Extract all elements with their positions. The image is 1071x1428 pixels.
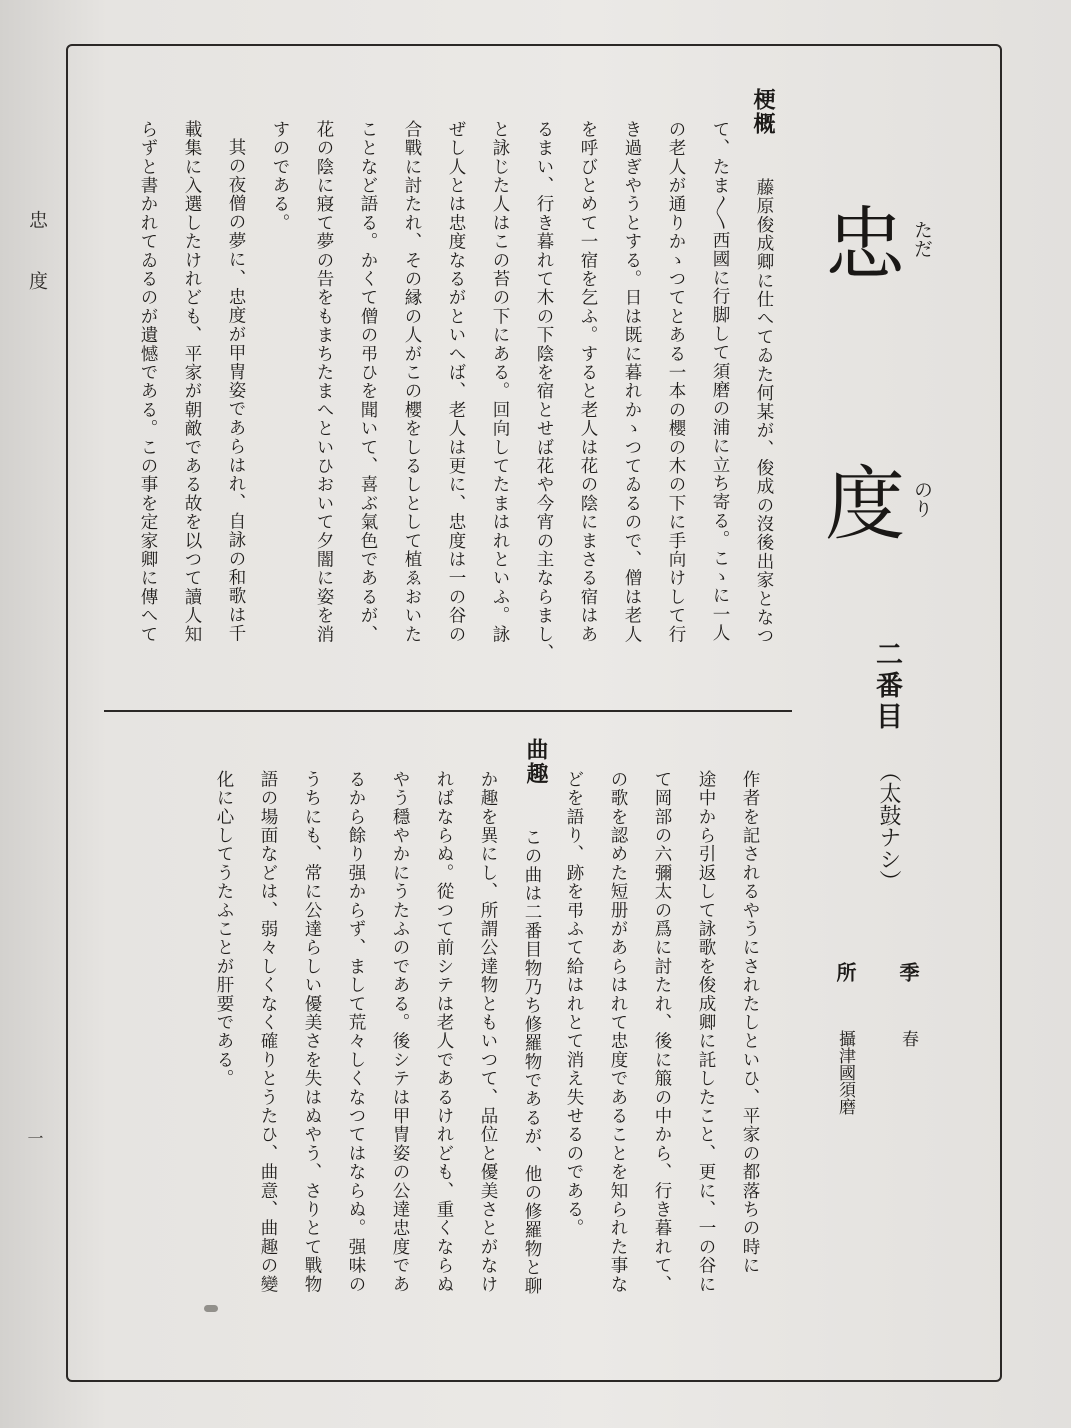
kougai-column: すのである。 bbox=[270, 120, 290, 233]
kyokushu-heading: 曲趣 bbox=[523, 738, 548, 786]
title-char-2: 度 bbox=[825, 458, 905, 551]
kyokushu-column: やう穩やかにうたふのである。後シテは甲冑姿の公達忠度であ bbox=[390, 770, 410, 1294]
season-value: 春 bbox=[898, 1030, 918, 1047]
place-label: 所 bbox=[833, 962, 857, 982]
season-label: 季 bbox=[896, 962, 920, 982]
kougai-heading: 梗概 bbox=[750, 88, 775, 136]
kyokushu-column: ればならぬ。從つて前シテは老人であるけれども、重くならぬ bbox=[434, 770, 454, 1294]
kougai-column: て、たま〱西國に行脚して須磨の浦に立ち寄る。こゝに一人 bbox=[710, 120, 730, 643]
kougai-column: ぜし人とは忠度なるがといへば、老人は更に、忠度は一の谷の bbox=[446, 120, 466, 644]
kyokushu-column: るから餘り强からず、まして荒々しくなつてはならぬ。强味の bbox=[346, 770, 366, 1294]
kougai-column: と詠じた人はこの苔の下にある。回向してたまはれといふ。詠 bbox=[490, 120, 510, 644]
title-char-1: 忠 bbox=[825, 198, 905, 291]
sakusha-column: どを語り、跡を弔ふて給はれとて消え失せるのである。 bbox=[564, 770, 584, 1238]
kougai-column: ことなど語る。かくて僧の弔ひを聞いて、喜ぶ氣色であるが、 bbox=[358, 120, 378, 644]
kougai-column: 花の陰に寢て夢の告をもまちたまへといひおいて夕闇に姿を消 bbox=[314, 120, 334, 644]
place-value: 攝津國須磨 bbox=[835, 1030, 855, 1115]
kougai-column: 藤原俊成卿に仕へてゐた何某が、俊成の沒後出家となつ bbox=[754, 178, 774, 646]
kougai-column: 載集に入選したけれども、平家が朝敵である故を以つて讀人知 bbox=[182, 120, 202, 644]
taiko-note: （太鼓ナシ） bbox=[876, 760, 901, 892]
kougai-column: るまい、行き暮れて木の下陰を宿とせば花や今宵の主ならまし、 bbox=[534, 120, 554, 663]
kyokushu-column: うちにも、常に公達らしい優美さを失はぬやう、さりとて戰物 bbox=[302, 770, 322, 1294]
kougai-column: 其の夜僧の夢に、忠度が甲冑姿であらはれ、自詠の和歌は千 bbox=[226, 138, 246, 643]
sakusha-column: 途中から引返して詠歌を俊成卿に託したこと、更に、一の谷に bbox=[696, 770, 716, 1294]
title-ruby-2: のり bbox=[911, 480, 933, 518]
kougai-column: らずと書かれてゐるのが遺憾である。この事を定家卿に傳へて bbox=[138, 120, 158, 644]
sakusha-column: 作者を記されるやうにされたしといひ、平家の都落ちの時に bbox=[740, 770, 760, 1275]
bangumi-label: 二番目 bbox=[871, 640, 902, 733]
kyokushu-column: か趣を異にし、所謂公達物ともいつて、品位と優美さとがなけ bbox=[478, 770, 498, 1294]
kyokushu-column: 語の場面などは、弱々しくなく確りとうたひ、曲意、曲趣の變 bbox=[258, 770, 278, 1294]
kyokushu-column: この曲は二番目物乃ち修羅物であるが、他の修羅物と聊 bbox=[522, 828, 542, 1296]
kougai-column: の老人が通りかゝつてとある一本の櫻の木の下に手向けして行 bbox=[666, 120, 686, 644]
sakusha-column: て岡部の六彌太の爲に討たれ、後に箙の中から、行き暮れて、 bbox=[652, 770, 672, 1294]
title-ruby-1: ただ bbox=[911, 220, 933, 258]
play-title bbox=[820, 200, 940, 620]
kougai-column: を呼びとめて一宿を乞ふ。すると老人は花の陰にまさる宿はあ bbox=[578, 120, 598, 644]
kyokushu-column: 化に心してうたふことが肝要である。 bbox=[214, 770, 234, 1088]
section-divider bbox=[104, 710, 792, 712]
page-number: 一 bbox=[25, 1130, 44, 1146]
ink-smudge bbox=[204, 1305, 218, 1312]
kougai-column: き過ぎやうとする。日は既に暮れかゝつてゐるので、僧は老人 bbox=[622, 120, 642, 644]
sakusha-column: の歌を認めた短册があらはれて忠度であることを知られた事な bbox=[608, 770, 628, 1294]
running-title: 忠度 bbox=[26, 210, 48, 332]
kougai-column: 合戰に討たれ、その縁の人がこの櫻をしるしとして植ゑおいた bbox=[402, 120, 422, 644]
